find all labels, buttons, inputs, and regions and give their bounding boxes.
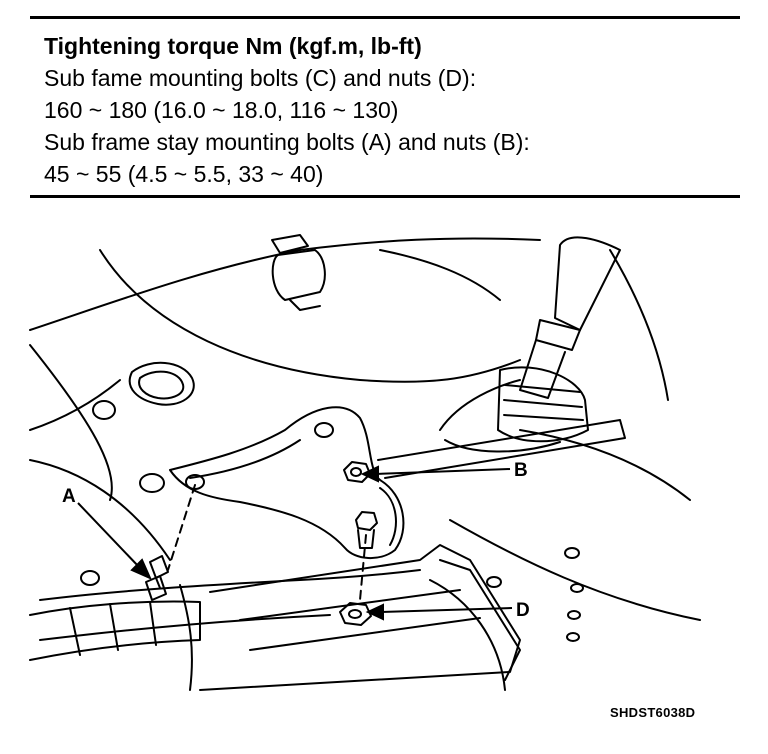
spec-title: Tightening torque Nm (kgf.m, lb-ft) bbox=[44, 33, 422, 59]
spec-line-stay-value: 45 ~ 55 (4.5 ~ 5.5, 33 ~ 40) bbox=[44, 161, 324, 187]
callout-b-label: B bbox=[514, 460, 528, 481]
spec-line-stay-label: Sub frame stay mounting bolts (A) and nuts (B): bbox=[44, 129, 530, 155]
figure-code: SHDST6038D bbox=[610, 705, 696, 720]
subframe-stay-illustration bbox=[0, 200, 768, 754]
callout-d-label: D bbox=[516, 600, 530, 621]
spec-line-subframe-label: Sub fame mounting bolts (C) and nuts (D): bbox=[44, 65, 477, 91]
torque-spec-box bbox=[30, 16, 740, 198]
callout-a-label: A bbox=[62, 486, 76, 507]
spec-line-subframe-value: 160 ~ 180 (16.0 ~ 18.0, 116 ~ 130) bbox=[44, 97, 399, 123]
